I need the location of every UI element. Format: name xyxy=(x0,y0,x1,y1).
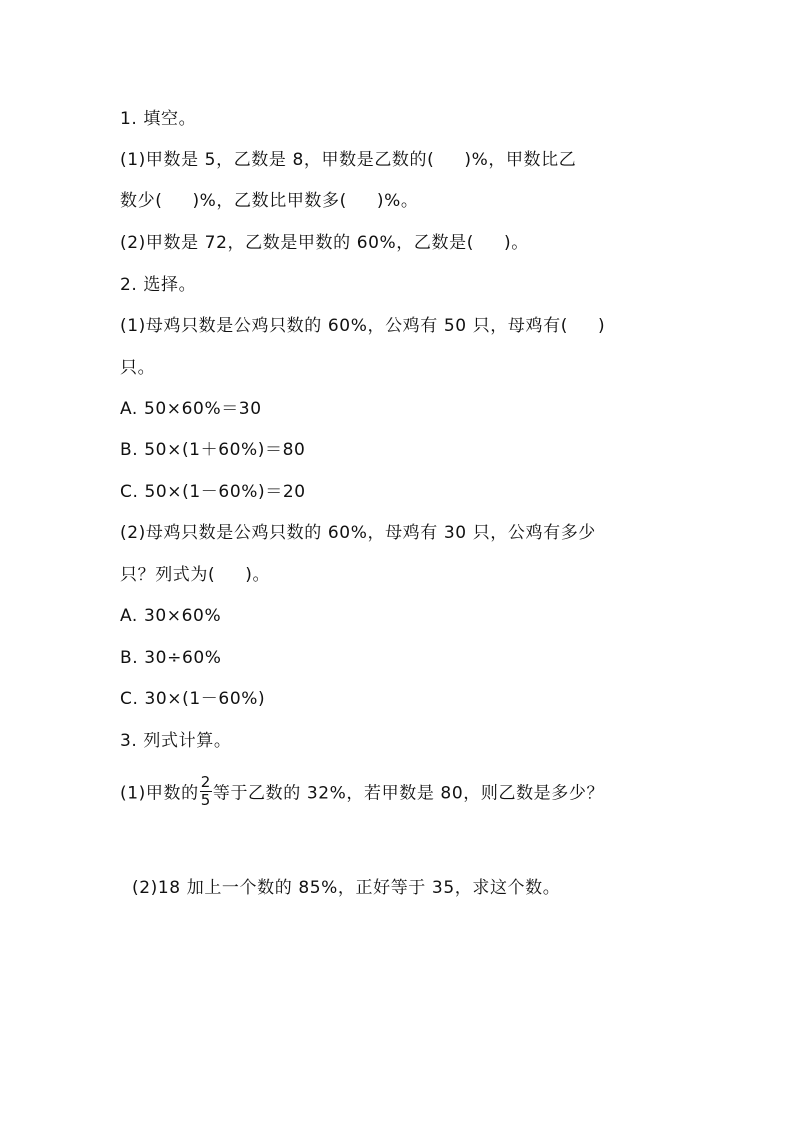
s2-q1-line1: (1)母鸡只数是公鸡只数的 60%，公鸡有 50 只，母鸡有( ) xyxy=(120,316,606,336)
section-1-heading: 1. 填空。 xyxy=(120,109,197,129)
s2-q1-option-c: C. 50×(1－60%)＝20 xyxy=(120,482,306,502)
s3-q2: (2)18 加上一个数的 85%，正好等于 35，求这个数。 xyxy=(132,878,561,898)
s3-q1-prefix: (1)甲数的 xyxy=(120,783,199,804)
fraction-numerator: 2 xyxy=(200,773,211,791)
section-2-heading: 2. 选择。 xyxy=(120,275,197,295)
s2-q1-option-a: A. 50×60%＝30 xyxy=(120,399,262,419)
s2-q2-option-c: C. 30×(1－60%) xyxy=(120,689,266,709)
fraction-denominator: 5 xyxy=(200,791,211,809)
fraction-two-fifths xyxy=(200,774,212,809)
section-3-heading: 3. 列式计算。 xyxy=(120,731,232,751)
s1-q1-line2: 数少( )%，乙数比甲数多( )%。 xyxy=(120,191,419,211)
s2-q2-line2: 只？列式为( )。 xyxy=(120,565,271,585)
s3-q1-suffix: 等于乙数的 32%，若甲数是 80，则乙数是多少？ xyxy=(212,783,605,804)
s2-q2-option-a: A. 30×60% xyxy=(120,606,222,626)
s1-q2: (2)甲数是 72，乙数是甲数的 60%，乙数是( )。 xyxy=(120,233,529,253)
s1-q1-line1: (1)甲数是 5，乙数是 8，甲数是乙数的( )%，甲数比乙 xyxy=(120,150,577,170)
s2-q2-line1: (2)母鸡只数是公鸡只数的 60%，母鸡有 30 只，公鸡有多少 xyxy=(120,523,596,543)
s3-q1 xyxy=(120,773,605,811)
s2-q1-line2: 只。 xyxy=(120,358,156,378)
s2-q2-option-b: B. 30÷60% xyxy=(120,648,222,668)
s2-q1-option-b: B. 50×(1＋60%)＝80 xyxy=(120,440,306,460)
